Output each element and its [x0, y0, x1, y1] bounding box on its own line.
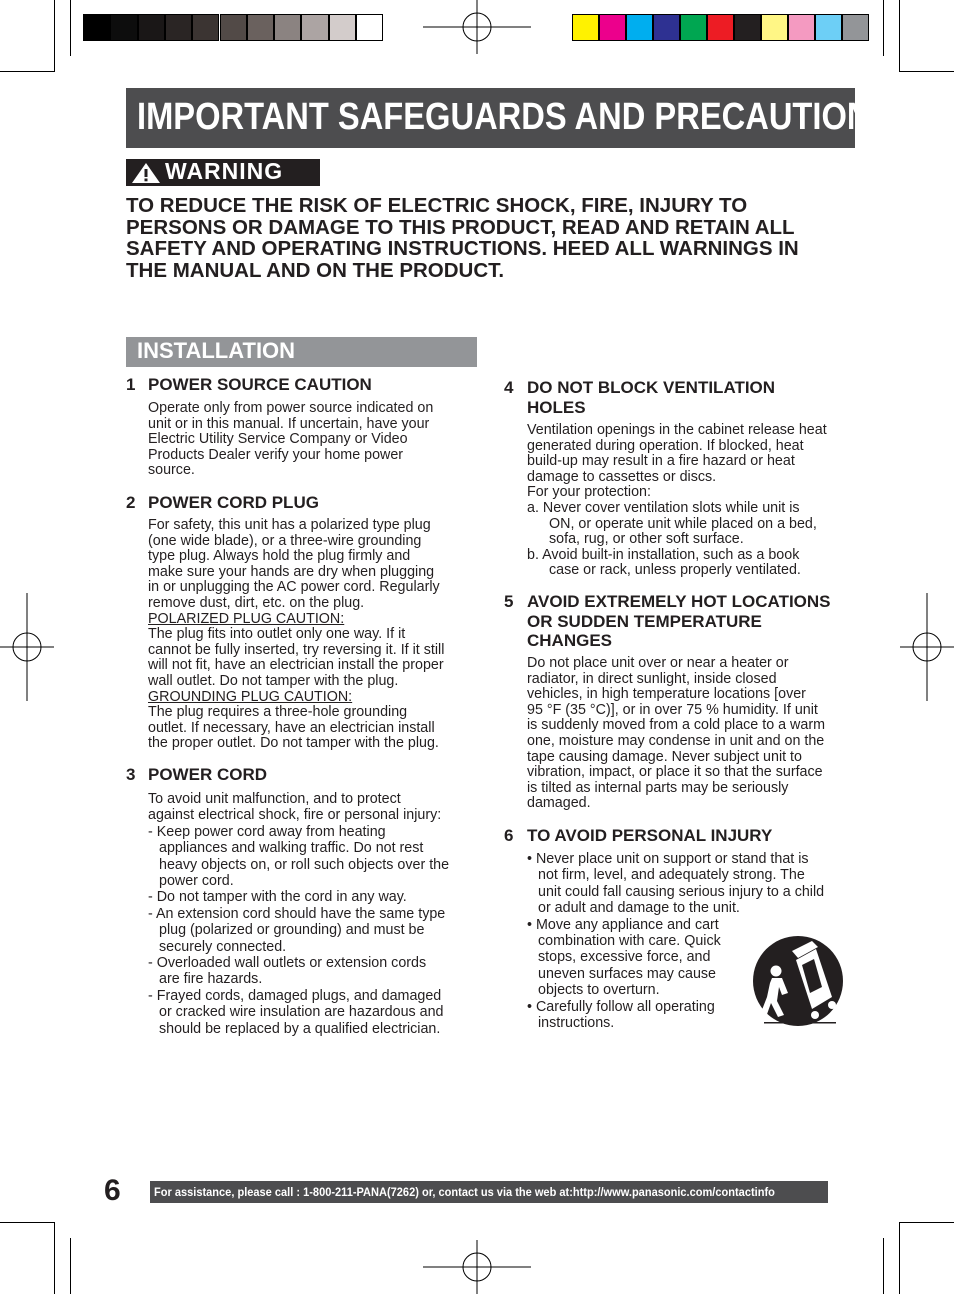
body-line: Do not place unit over or near a heater or	[527, 655, 789, 671]
warning-label: WARNING	[165, 158, 284, 184]
bullet-line: are fire hazards.	[159, 971, 263, 988]
gray-swatch	[138, 14, 165, 41]
body-line: radiator, in direct sunlight, inside closed	[527, 670, 777, 687]
body-line: vibration, impact, or place it so that the surface	[527, 764, 823, 781]
item-heading	[527, 378, 775, 417]
color-swatch	[815, 14, 842, 41]
bullet-line: - Frayed cords, damaged plugs, and damaged	[148, 987, 442, 1004]
bullet-line: combination with care. Quick	[538, 933, 721, 950]
item-heading	[148, 493, 319, 513]
bullet-line: appliances and walking traffic. Do not rest	[159, 840, 424, 857]
bullet-line: should be replaced by a qualified electrician.	[159, 1020, 441, 1037]
gray-swatch	[247, 14, 274, 41]
sub-item-line: sofa, rug, or other soft surface.	[549, 531, 744, 548]
body-line: make sure your hands are dry when plugging	[148, 563, 435, 580]
item-number: 3	[126, 765, 136, 784]
item-number: 4	[504, 378, 514, 397]
sub-item-line: case or rack, unless properly ventilated.	[549, 562, 801, 579]
body-line: will not fit, have an electrician install the proper	[148, 657, 444, 674]
item-body	[148, 518, 444, 752]
bullet-line: - An extension cord should have the same type	[148, 905, 446, 922]
bullet-line: power cord.	[159, 873, 234, 890]
heading-line: OR SUDDEN TEMPERATURE	[527, 611, 762, 631]
heading-line: HOLES	[527, 397, 586, 417]
lead-line: THE MANUAL AND ON THE PRODUCT.	[126, 258, 505, 282]
bullet-line: • Never place unit on support or stand that is	[527, 851, 809, 867]
body-line: outlet. If necessary, have an electrician install	[148, 719, 435, 736]
lead-warning-text	[126, 195, 846, 281]
body-line: Electric Utility Service Company or Video	[148, 431, 408, 448]
heading-line: TO AVOID PERSONAL INJURY	[527, 826, 773, 845]
item-heading	[148, 375, 372, 395]
bullet-line: - Keep power cord away from heating	[148, 823, 386, 840]
body-line: type plug. Always hold the plug firmly and	[148, 548, 411, 565]
bullet-line: uneven surfaces may cause	[538, 965, 717, 982]
assistance-contact-text: For assistance, please call : 1-800-211-PANA(7262) or, contact us via the web at:http://www.panasonic.com/contactinfo	[154, 1185, 775, 1199]
body-line: (one wide blade), or a three-wire grounding	[148, 532, 422, 549]
body-line: vehicles, in high temperature locations [over	[527, 686, 806, 703]
lead-line: TO REDUCE THE RISK OF ELECTRIC SHOCK, FIRE, INJURY TO	[126, 194, 748, 217]
gray-swatch	[356, 14, 383, 41]
color-swatch	[707, 14, 734, 41]
section-title: INSTALLATION	[137, 338, 296, 363]
bullet-line: • Move any appliance and cart	[527, 916, 719, 933]
bullet-line: not firm, level, and adequately strong. The	[538, 867, 805, 884]
item-number: 1	[126, 375, 136, 394]
body-line: For your protection:	[527, 484, 651, 501]
body-line: Products Dealer verify your home power	[148, 446, 404, 463]
lead-line: PERSONS OR DAMAGE TO THIS PRODUCT, READ AND RETAIN ALL	[126, 215, 795, 239]
grounding-plug-caution-heading: GROUNDING PLUG CAUTION:	[148, 688, 353, 705]
body-line: the proper outlet. Do not tamper with the plug.	[148, 735, 439, 752]
body-line: To avoid unit malfunction, and to protect	[148, 791, 401, 807]
bullet-line: objects to overturn.	[538, 982, 660, 999]
body-line: one, moisture may condense in unit and on the	[527, 732, 825, 749]
bullet-line: heavy objects on, or roll such objects over the	[159, 856, 450, 873]
cart-tip-over-warning-icon	[752, 935, 846, 1027]
color-swatch	[599, 14, 626, 41]
gray-swatch	[329, 14, 356, 41]
warning-triangle-icon	[131, 162, 161, 184]
gray-swatch	[220, 14, 247, 41]
body-line: unit or in this manual. If uncertain, have your	[148, 415, 430, 432]
polarized-plug-caution-heading: POLARIZED PLUG CAUTION:	[148, 610, 345, 627]
bullet-line: plug (polarized or grounding) and must be	[159, 922, 425, 939]
item-number: 5	[504, 592, 514, 611]
heading-line: AVOID EXTREMELY HOT LOCATIONS	[527, 592, 831, 611]
gray-swatch	[110, 14, 137, 41]
item-heading	[148, 765, 267, 785]
body-line: remove dust, dirt, etc. on the plug.	[148, 594, 365, 611]
item-heading	[527, 592, 831, 651]
body-line: is tilted as internal parts may be seriously	[527, 779, 789, 796]
gray-swatch	[274, 14, 301, 41]
bullet-line: - Do not tamper with the cord in any way.	[148, 889, 407, 906]
gray-swatch	[165, 14, 192, 41]
page-title: IMPORTANT SAFEGUARDS AND PRECAUTIONS	[137, 96, 893, 138]
body-line: Operate only from power source indicated on	[148, 400, 434, 416]
body-line: The plug requires a three-hole grounding	[148, 704, 408, 721]
sub-item-line: b. Avoid built-in installation, such as a book	[527, 546, 800, 563]
bullet-line: securely connected.	[159, 938, 287, 955]
lead-line: SAFETY AND OPERATING INSTRUCTIONS. HEED ALL WARNINGS IN	[126, 237, 799, 260]
color-swatch	[572, 14, 599, 41]
gray-swatch	[192, 14, 219, 41]
sub-item-line: a. Never cover ventilation slots while unit is	[527, 499, 800, 516]
heading-line: CHANGES	[527, 631, 613, 650]
body-line: build-up may result in a fire hazard or heat	[527, 453, 795, 470]
body-line: source.	[148, 462, 195, 479]
body-line: is suddenly moved from a cold place to a warm	[527, 717, 825, 734]
color-swatch	[761, 14, 788, 41]
body-line: wall outlet. Do not tamper with the plug.	[148, 672, 399, 689]
heading-line: POWER SOURCE CAUTION	[148, 375, 372, 394]
color-swatch	[626, 14, 653, 41]
bullet-line: • Carefully follow all operating	[527, 998, 715, 1015]
body-line: generated during operation. If blocked, heat	[527, 437, 804, 454]
color-swatch	[734, 14, 761, 41]
bullet-line: - Overloaded wall outlets or extension cords	[148, 955, 427, 972]
item-body	[527, 656, 825, 812]
body-line: The plug fits into outlet only one way. If it	[148, 626, 406, 643]
body-line: damaged.	[527, 795, 591, 812]
sub-item-line: ON, or operate unit while placed on a bed,	[549, 515, 817, 532]
page-number: 6	[104, 1174, 121, 1207]
gray-swatch	[301, 14, 328, 41]
item-body	[148, 791, 449, 1037]
color-swatch	[680, 14, 707, 41]
item-number: 2	[126, 493, 136, 512]
heading-line: POWER CORD	[148, 765, 267, 784]
body-line: against electrical shock, fire or personal injury:	[148, 807, 442, 824]
body-line: tape causing damage. Never subject unit to	[527, 748, 802, 765]
bullet-line: or cracked wire insulation are hazardous and	[159, 1004, 444, 1021]
gray-swatch	[83, 14, 110, 41]
color-swatch	[788, 14, 815, 41]
bullet-line: stops, excessive force, and	[538, 949, 711, 966]
item-body	[148, 401, 433, 479]
body-line: in or unplugging the AC power cord. Regularly	[148, 579, 440, 596]
body-line: 95 °F (35 °C)], or in over 75 % humidity. If unit	[527, 701, 818, 718]
body-line: Ventilation openings in the cabinet release heat	[527, 422, 827, 438]
bullet-line: unit could fall causing serious injury to a child	[538, 883, 825, 900]
item-heading	[527, 826, 772, 846]
body-line: For safety, this unit has a polarized type plug	[148, 517, 431, 533]
color-swatch	[653, 14, 680, 41]
heading-line: POWER CORD PLUG	[148, 493, 319, 512]
heading-line: DO NOT BLOCK VENTILATION	[527, 378, 776, 397]
color-swatch	[842, 14, 869, 41]
item-body	[527, 423, 827, 579]
body-line: damage to cassettes or discs.	[527, 468, 717, 485]
bullet-line: instructions.	[538, 1015, 615, 1032]
body-line: cannot be fully inserted, try reversing it. If it still	[148, 641, 445, 658]
item-number: 6	[504, 826, 514, 845]
bullet-line: or adult and damage to the unit.	[538, 900, 740, 917]
